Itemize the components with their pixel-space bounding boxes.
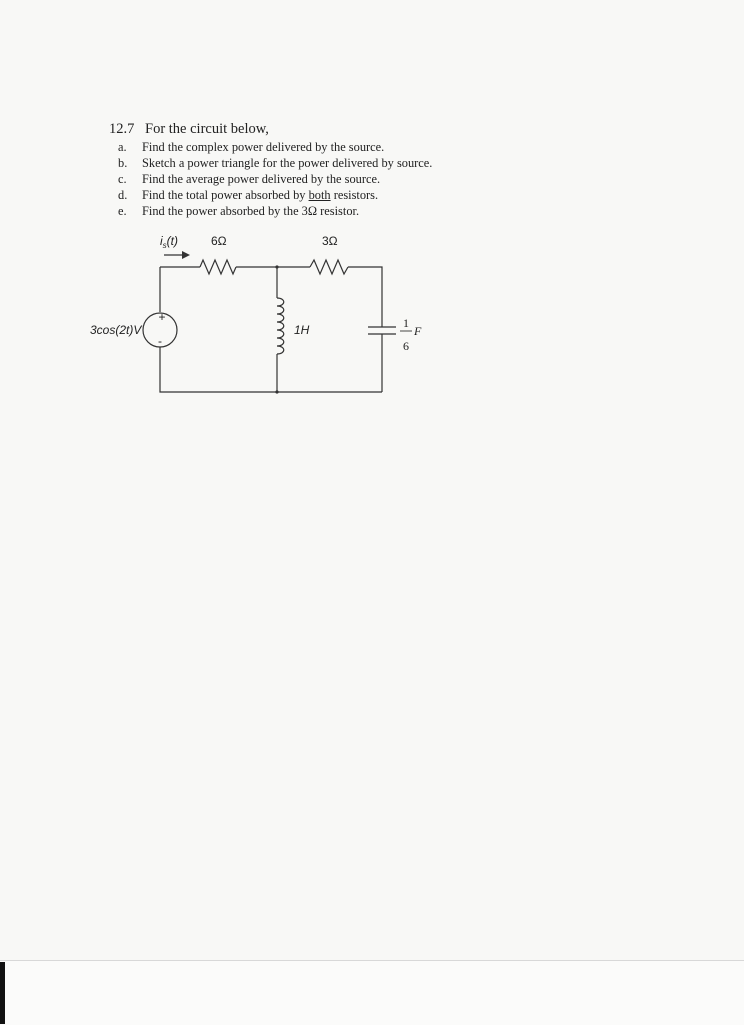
item-text-before: Find the total power absorbed by <box>142 188 309 202</box>
item-label: a. <box>118 140 127 154</box>
item-label: d. <box>118 188 128 202</box>
current-arrow-head <box>182 251 190 259</box>
resistor-6ohm <box>200 260 236 274</box>
item-label: c. <box>118 172 127 186</box>
item-text: Find the power absorbed by the 3Ω resistor. <box>142 204 360 218</box>
source-minus-sign: - <box>158 334 162 348</box>
capacitor-denominator: 6 <box>403 339 409 353</box>
current-label: $i_s(t)$ <box>160 234 178 250</box>
r2-label: 3Ω <box>322 234 338 248</box>
resistor-3ohm <box>310 260 348 274</box>
node-top <box>275 265 278 268</box>
wire-top-right <box>348 267 382 327</box>
item-text: Sketch a power triangle for the power delivered by source. <box>142 156 433 170</box>
problem-prompt: For the circuit below, <box>145 121 269 137</box>
inductor-label: 1H <box>294 323 310 337</box>
wire-bottom <box>160 347 382 392</box>
scan-edge-bar <box>0 962 5 1024</box>
problem-number: 12.7 <box>109 121 135 137</box>
inductor-coil <box>277 298 284 354</box>
r1-label: 6Ω <box>211 234 227 248</box>
item-text: Find the complex power delivered by the source. <box>142 140 385 154</box>
item-text: Find the average power delivered by the source. <box>142 172 381 186</box>
item-label: b. <box>118 156 128 170</box>
item-label: e. <box>118 204 127 218</box>
source-plus-sign: + <box>158 310 166 324</box>
item-text-underlined: both <box>308 188 331 202</box>
capacitor-unit: F <box>414 324 422 338</box>
node-bottom <box>275 390 278 393</box>
capacitor-numerator: 1 <box>403 316 409 330</box>
scan-bottom-strip <box>0 960 744 1025</box>
item-text-after: resistors. <box>330 188 379 202</box>
source-label: 3cos(2t)V <box>90 323 142 337</box>
